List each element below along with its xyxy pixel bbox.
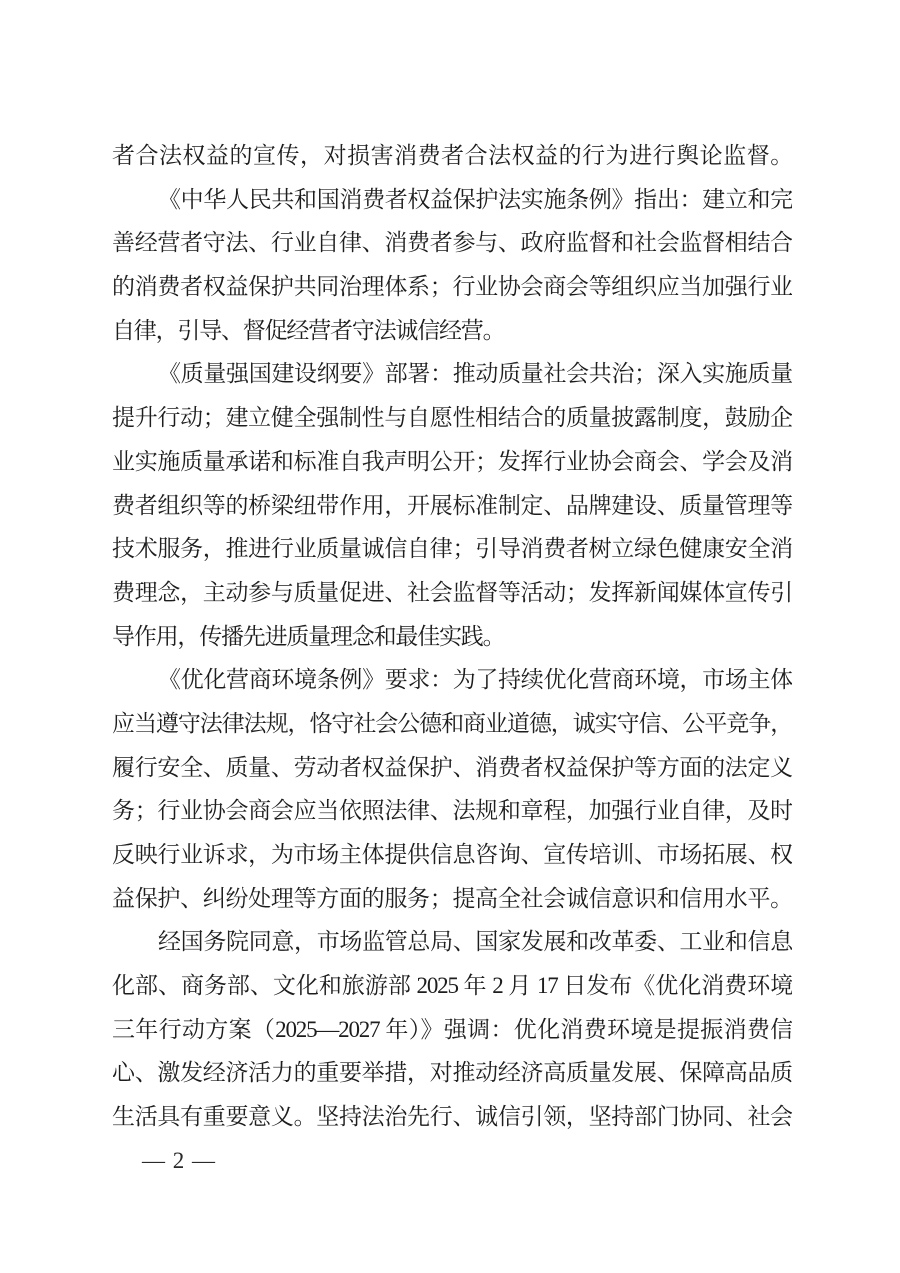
text-line: 务；行业协会商会应当依照法律、法规和章程，加强行业自律，及时 <box>112 798 792 824</box>
text-line: 技术服务，推进行业质量诚信自律；引导消费者树立绿色健康安全消 <box>112 536 792 562</box>
text-line: 化部、商务部、文化和旅游部 2025 年 2 月 17 日发布《优化消费环境 <box>112 973 792 999</box>
page-number: — 2 — <box>142 1148 216 1173</box>
text-line: 自律，引导、督促经营者守法诚信经营。 <box>112 317 505 343</box>
text-line: 益保护、纠纷处理等方面的服务；提高全社会诚信意识和信用水平。 <box>112 885 792 911</box>
text-line: 的消费者权益保护共同治理体系；行业协会商会等组织应当加强行业 <box>112 274 792 300</box>
text-line: 心、激发经济活力的重要举措，对推动经济高质量发展、保障高品质 <box>112 1060 792 1086</box>
text-line: 生活具有重要意义。坚持法治先行、诚信引领，坚持部门协同、社会 <box>112 1104 792 1130</box>
text-line: 导作用，传播先进质量理念和最佳实践。 <box>112 623 505 649</box>
text-line: 善经营者守法、行业自律、消费者参与、政府监督和社会监督相结合 <box>112 230 792 256</box>
text-line: 反映行业诉求，为市场主体提供信息咨询、宣传培训、市场拓展、权 <box>112 842 792 867</box>
text-line: 业实施质量承诺和标准自我声明公开；发挥行业协会商会、学会及消 <box>112 448 792 474</box>
text-line: 提升行动；建立健全强制性与自愿性相结合的质量披露制度，鼓励企 <box>112 405 792 431</box>
text-line: 履行安全、质量、劳动者权益保护、消费者权益保护等方面的法定义 <box>112 754 792 780</box>
text-line: 《优化营商环境条例》要求：为了持续优化营商环境，市场主体 <box>158 667 792 693</box>
text-line: 《中华人民共和国消费者权益保护法实施条例》指出：建立和完 <box>158 186 792 212</box>
text-line: 经国务院同意，市场监管总局、国家发展和改革委、工业和信息 <box>158 929 792 955</box>
text-line: 费理念，主动参与质量促进、社会监督等活动；发挥新闻媒体宣传引 <box>112 579 792 605</box>
text-line: 三年行动方案（2025—2027 年）》强调：优化消费环境是提振消费信 <box>112 1016 792 1042</box>
document-body <box>112 134 792 1139</box>
text-line: 《质量强国建设纲要》部署：推动质量社会共治；深入实施质量 <box>158 361 792 387</box>
text-line: 费者组织等的桥梁纽带作用，开展标准制定、品牌建设、质量管理等 <box>112 492 792 518</box>
text-line: 者合法权益的宣传，对损害消费者合法权益的行为进行舆论监督。 <box>112 143 792 168</box>
text-line: 应当遵守法律法规，恪守社会公德和商业道德，诚实守信、公平竞争， <box>112 710 792 736</box>
